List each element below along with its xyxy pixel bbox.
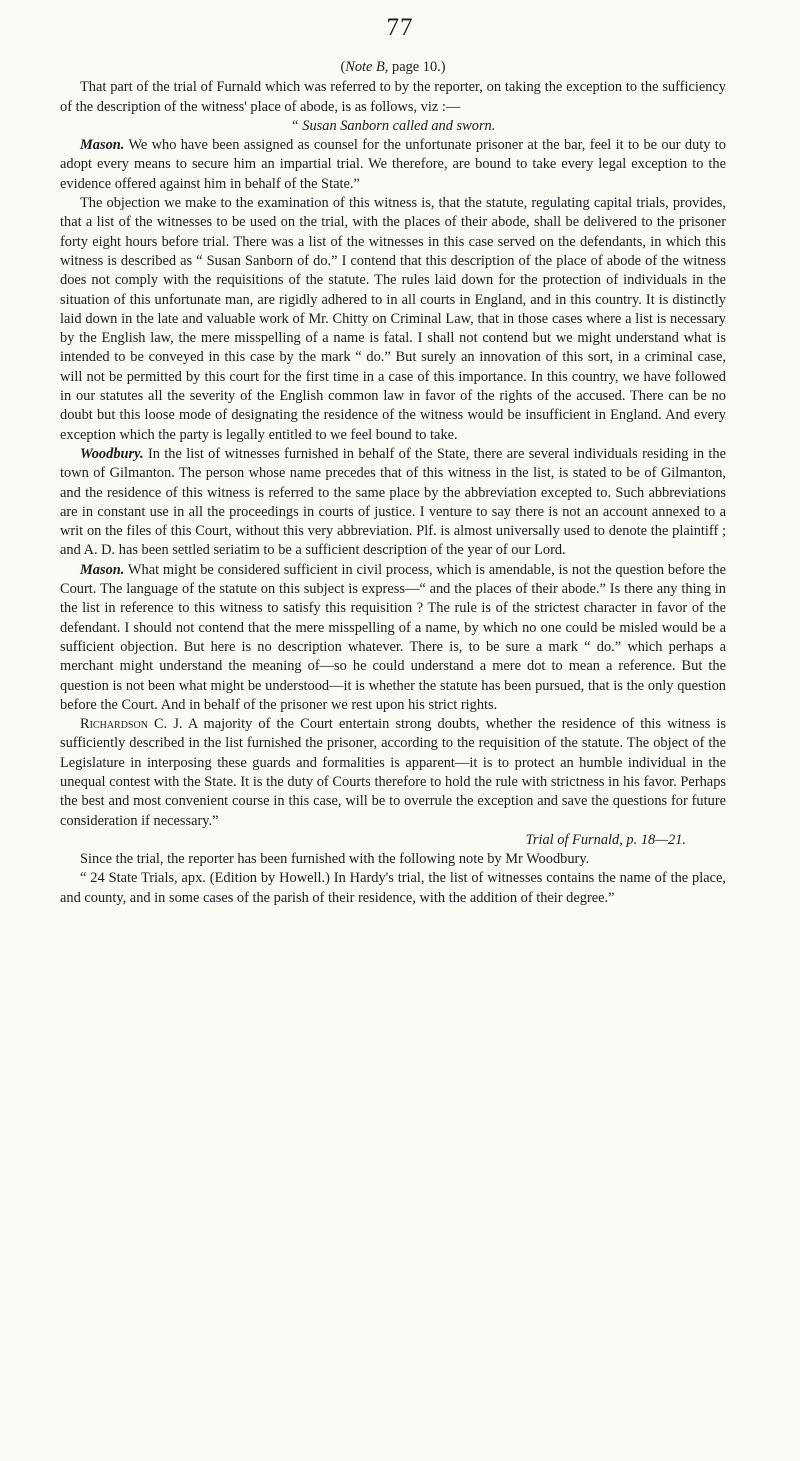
note-heading-page: page 10.) (388, 59, 446, 75)
paragraph-text: What might be considered sufficient in civil process, which is amendable, is not the question before the Court. The language of the statute on this subject is express—“ and the places of their abode.” Is there any thing in the list in reference to this witness to satisfy this requisition ? The rule is of the strictest character in favor of the defendant. I should not contend that the mere misspelling of a name, by which no one could be misled would be a sufficient objection. But here is no description whatever. There is, to be sure a mark “ do.” which perhaps a merchant might understand the meaning of—so he could understand a mere dot to mean a reference. But the question is not been what might be understood—it is whether the statute has been pursued, that is the only question before the Court. And in behalf of the prisoner we rest upon his strict rights. (60, 561, 727, 713)
citation: Trial of Furnald, p. 18—21. (525, 831, 686, 848)
note-heading (60, 58, 726, 77)
intro-paragraph: That part of the trial of Furnald which was referred to by the reporter, on taking the exception to the sufficiency of the description of the witness' place of abode, is as follows, viz :— (60, 79, 726, 115)
note-heading-label: Note B, (345, 59, 389, 75)
page-number: 77 (386, 14, 414, 41)
paragraph-text: A majority of the Court entertain strong doubts, whether the residence of this witness is sufficiently described in the list furnished the prisoner, according to the requisition of the statute. The object of the Legislature in interposing these guards and formalities is apparent—it is to protect an humble individual in the unequal contest with the State. It is the duty of Courts therefore to hold the rule with strictness in his favor. Perhaps the best and most convenient course in this case, will be to overrule the exception and save the questions for future consideration if necessary.” (60, 716, 726, 829)
paragraph-text: The objection we make to the examination of this witness is, that the statute, regulating capital trials, provides, that a list of the witnesses to be used on the trial, with the places of their abode, shall be delivered to the prisoner forty eight hours before trial. There was a list of the witnesses in this case served on the defendants, in which this witness is described as “ Susan Sanborn of do.” I contend that this description of the place of abode of the witness does not comply with the requisitions of the statute. The rules laid down for the protection of individuals in the situation of this unfortunate man, are rigidly adhered to in all courts in England, and in this country. It is distinctly laid down in the late and valuable work of Mr. Chitty on Criminal Law, that in those cases where a list is necessary by the English law, the mere misspelling of a name is fatal. I shall not contend but we might understand what is intended to be conveyed in this case by the mark “ do.” But surely an innovation of this sort, in a criminal case, will not be permitted by this court for the first time in a case of this importance. In this country, we have followed in our statutes all the severity of the English common law in favor of the rights of the accused. There can be no doubt but this loose mode of designating the residence of the witness would be insufficient in England. And every exception which the party is legally entitled to we feel bound to take. (60, 195, 726, 443)
footnote-quote: “ 24 State Trials, apx. (Edition by Howell.) In Hardy's trial, the list of witnesses contains the name of the place, and county, and in some cases of the parish of their residence, with the addition of their degree.” (60, 870, 726, 906)
paragraph-mason-2 (60, 561, 726, 715)
after-trial-paragraph: Since the trial, the reporter has been furnished with the following note by Mr Woodbury. (80, 851, 590, 868)
speaker-name: Mason. (80, 137, 125, 154)
paragraph-richardson (60, 715, 726, 831)
witness-heading: “ Susan Sanborn called and sworn. (290, 117, 496, 134)
page-body (60, 58, 726, 908)
paragraph-text: We who have been assigned as counsel for the unfortunate prisoner at the bar, feel it to be our duty to adopt every means to secure him an impartial trial. We therefore, are bound to take every legal exception to the evidence offered against him in behalf of the State.” (60, 137, 726, 192)
paragraph-woodbury (60, 445, 726, 561)
speaker-name: Woodbury. (80, 445, 144, 462)
speaker-name: Richardson C. J. (80, 716, 183, 733)
note-heading-open: ( (340, 59, 346, 75)
speaker-name: Mason. (80, 561, 125, 578)
paragraph-objection (60, 194, 726, 445)
paragraph-mason-1 (60, 136, 726, 194)
paragraph-text: In the list of witnesses furnished in behalf of the State, there are several individuals residing in the town of Gilmanton. The person whose name precedes that of this witness in the list, is stated to be of Gilmanton, and the residence of this witness is referred to the same place by the abbreviation excepted to. Such abbreviations are in constant use in all the proceedings in courts of justice. I venture to say there is not an account annexed to a writ on the files of this Court, without this very abbreviation. Plf. is almost universally used to denote the plaintiff ; and A. D. has been settled seriatim to be a sufficient description of the year of our Lord. (60, 445, 726, 559)
